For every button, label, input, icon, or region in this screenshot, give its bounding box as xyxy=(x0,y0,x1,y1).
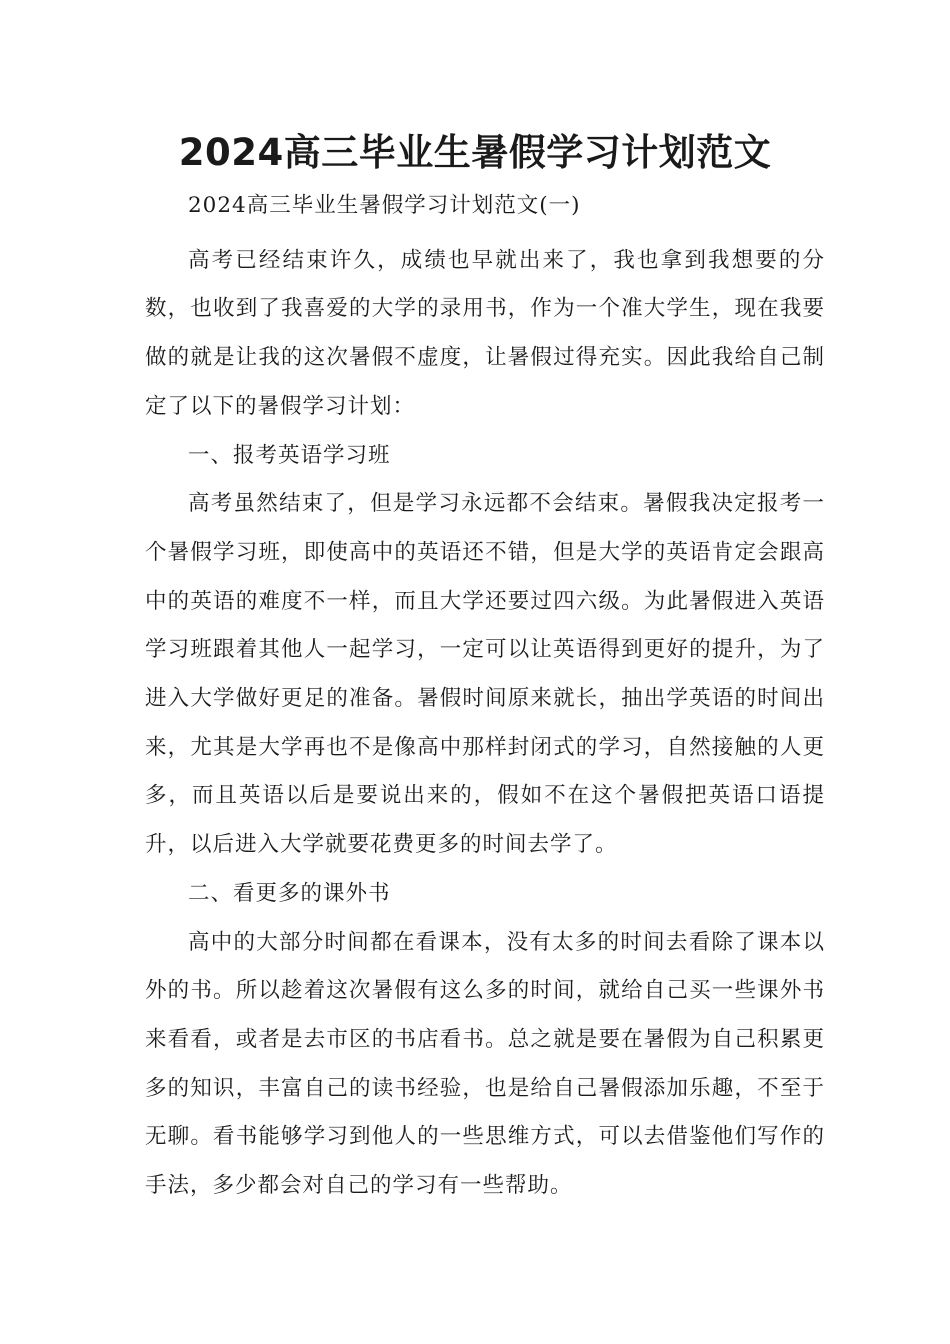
section-heading-extra-books: 二、看更多的课外书 xyxy=(188,880,391,906)
document-body xyxy=(145,182,825,1211)
paragraph-intro: 高考已经结束许久，成绩也早就出来了，我也拿到我想要的分数，也收到了我喜爱的大学的录用书，作为一个准大学生，现在我要做的就是让我的这次暑假不虚度，让暑假过得充实。因此我给自己制定了以下的暑假学习计划： xyxy=(145,247,825,419)
paragraph-english-class: 高考虽然结束了，但是学习永远都不会结束。暑假我决定报考一个暑假学习班，即使高中的英语还不错，但是大学的英语肯定会跟高中的英语的难度不一样，而且大学还要过四六级。为此暑假进入英语学习班跟着其他人一起学习，一定可以让英语得到更好的提升，为了进入大学做好更足的准备。暑假时间原来就长，抽出学英语的时间出来，尤其是大学再也不是像高中那样封闭式的学习，自然接触的人更多，而且英语以后是要说出来的，假如不在这个暑假把英语口语提升，以后进入大学就要花费更多的时间去学了。 xyxy=(145,491,825,858)
section-heading-english-class: 一、报考英语学习班 xyxy=(188,442,391,468)
paragraph-extra-books: 高中的大部分时间都在看课本，没有太多的时间去看除了课本以外的书。所以趁着这次暑假有这么多的时间，就给自己买一些课外书来看看，或者是去市区的书店看书。总之就是要在暑假为自己积累更多的知识，丰富自己的读书经验，也是给自己暑假添加乐趣，不至于无聊。看书能够学习到他人的一些思维方式，可以去借鉴他们写作的手法，多少都会对自己的学习有一些帮助。 xyxy=(145,929,825,1199)
document-subtitle: 2024高三毕业生暑假学习计划范文(一) xyxy=(188,193,581,218)
document-title: 2024高三毕业生暑假学习计划范文 xyxy=(178,131,772,174)
